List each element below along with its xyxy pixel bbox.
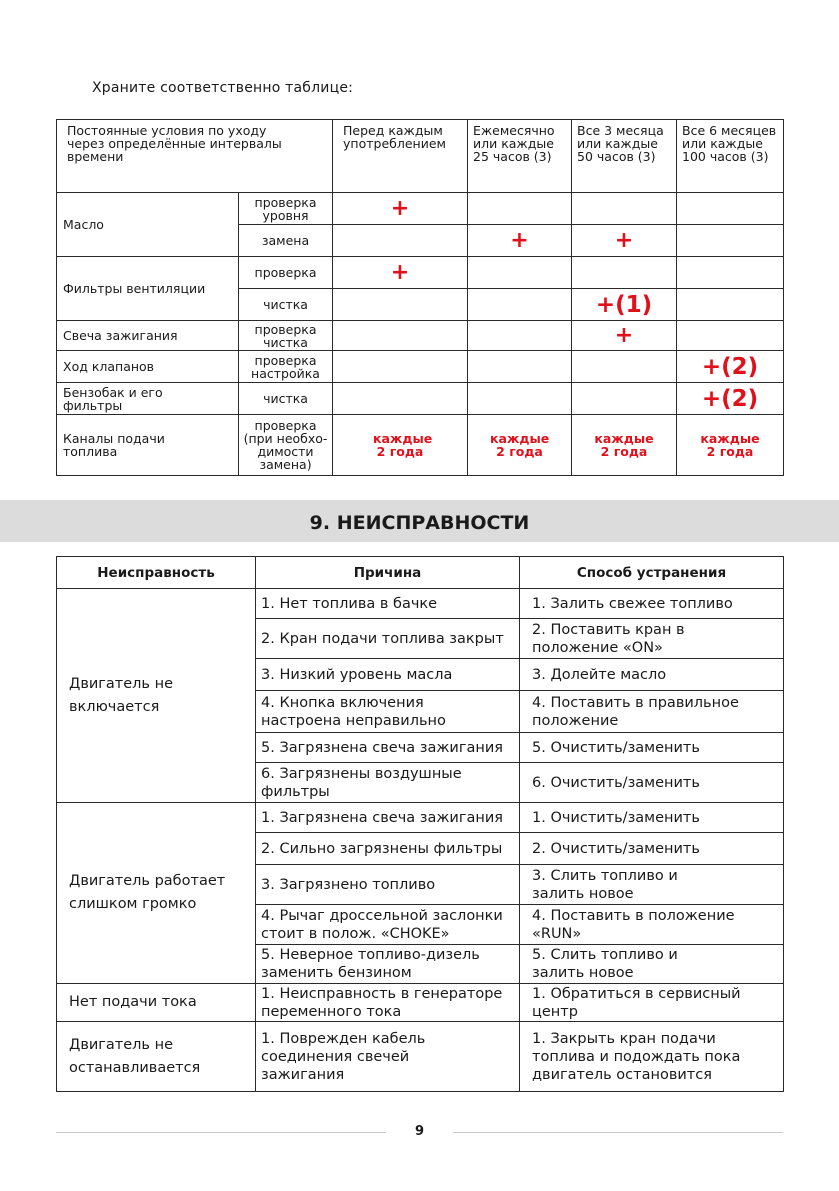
- col-3-months: Все 3 месяца или каждые 50 часов (3): [572, 120, 677, 193]
- fuel-action: проверка (при необхо-димости замена): [239, 415, 333, 476]
- oil-check: проверка уровня: [239, 193, 333, 225]
- mark-plus: +: [468, 225, 572, 257]
- valves-action: проверка настройка: [239, 351, 333, 383]
- table-row: [57, 803, 784, 833]
- solution: 1. Закрыть кран подачи топлива и подождать пока двигатель остановится: [520, 1022, 784, 1092]
- problem-engine-not-stopping: Двигатель не останавливается: [57, 1022, 256, 1092]
- every-2-years: каждые 2 года: [468, 415, 572, 476]
- col-6-months: Все 6 месяцев или каждые 100 часов (3): [677, 120, 784, 193]
- solution: 2. Очистить/заменить: [520, 833, 784, 865]
- solution: 3. Долейте масло: [520, 659, 784, 691]
- solution: 6. Очистить/заменить: [520, 763, 784, 803]
- col-before-use: Перед каждым употреблением: [333, 120, 468, 193]
- maintenance-table: [56, 119, 784, 476]
- solution: 1. Обратиться в сервисный центр: [520, 984, 784, 1022]
- cause: 3. Загрязнено топливо: [256, 865, 520, 905]
- problem-no-current: Нет подачи тока: [57, 984, 256, 1022]
- cause: 4. Кнопка включения настроена неправильно: [256, 691, 520, 733]
- header-solution: Способ устранения: [520, 557, 784, 589]
- cause: 4. Рычаг дроссельной заслонки стоит в полож. «CHOKE»: [256, 905, 520, 945]
- every-2-years: каждые 2 года: [677, 415, 784, 476]
- cause: 2. Кран подачи топлива закрыт: [256, 619, 520, 659]
- cause: 3. Низкий уровень масла: [256, 659, 520, 691]
- tank-label: Бензобак и его фильтры: [57, 383, 239, 415]
- tank-row: [57, 383, 784, 415]
- filters-label: Фильтры вентиляции: [57, 257, 239, 321]
- page-number: 9: [414, 1124, 425, 1139]
- mark-plus: +: [572, 225, 677, 257]
- solution: 4. Поставить в положение «RUN»: [520, 905, 784, 945]
- troubles-header-row: [57, 557, 784, 589]
- section-title: 9. НЕИСПРАВНОСТИ: [309, 512, 530, 534]
- maintenance-header-row: [57, 120, 784, 193]
- table-row: [57, 984, 784, 1022]
- solution: 5. Слить топливо и залить новое: [520, 945, 784, 984]
- table-row: [57, 589, 784, 619]
- mark-plus: +: [333, 193, 468, 225]
- oil-check-row: [57, 193, 784, 225]
- spark-action: проверка чистка: [239, 321, 333, 351]
- oil-label: Масло: [57, 193, 239, 257]
- mark-plus-2: +(2): [677, 383, 784, 415]
- fuel-row: [57, 415, 784, 476]
- every-2-years: каждые 2 года: [333, 415, 468, 476]
- filters-clean: чистка: [239, 289, 333, 321]
- filters-check: проверка: [239, 257, 333, 289]
- cause: 1. Неисправность в генераторе переменного тока: [256, 984, 520, 1022]
- problem-engine-not-starting: Двигатель не включается: [57, 589, 256, 803]
- cause: 1. Загрязнена свеча зажигания: [256, 803, 520, 833]
- problem-engine-loud: Двигатель работает слишком громко: [57, 803, 256, 984]
- valves-row: [57, 351, 784, 383]
- solution: 4. Поставить в правильное положение: [520, 691, 784, 733]
- spark-row: [57, 321, 784, 351]
- filters-check-row: [57, 257, 784, 289]
- fuel-label: Каналы подачи топлива: [57, 415, 239, 476]
- oil-replace: замена: [239, 225, 333, 257]
- mark-plus: +: [333, 257, 468, 289]
- solution: 5. Очистить/заменить: [520, 733, 784, 763]
- mark-plus-1: +(1): [572, 289, 677, 321]
- col-monthly: Ежемесячно или каждые 25 часов (3): [468, 120, 572, 193]
- table-row: [57, 1022, 784, 1092]
- header-cause: Причина: [256, 557, 520, 589]
- solution: 1. Залить свежее топливо: [520, 589, 784, 619]
- conditions-header: Постоянные условия по уходу через определённые интервалы времени: [57, 120, 333, 193]
- solution: 1. Очистить/заменить: [520, 803, 784, 833]
- cause: 6. Загрязнены воздушные фильтры: [256, 763, 520, 803]
- mark-plus: +: [572, 321, 677, 351]
- tank-action: чистка: [239, 383, 333, 415]
- troubleshooting-table: [56, 556, 784, 1092]
- valves-label: Ход клапанов: [57, 351, 239, 383]
- mark-plus-2: +(2): [677, 351, 784, 383]
- cause: 1. Нет топлива в бачке: [256, 589, 520, 619]
- cause: 5. Загрязнена свеча зажигания: [256, 733, 520, 763]
- header-problem: Неисправность: [57, 557, 256, 589]
- solution: 3. Слить топливо и залить новое: [520, 865, 784, 905]
- solution: 2. Поставить кран в положение «ON»: [520, 619, 784, 659]
- cause: 1. Поврежден кабель соединения свечей зажигания: [256, 1022, 520, 1092]
- intro-text: Храните соответственно таблице:: [92, 80, 354, 96]
- spark-label: Свеча зажигания: [57, 321, 239, 351]
- every-2-years: каждые 2 года: [572, 415, 677, 476]
- cause: 2. Сильно загрязнены фильтры: [256, 833, 520, 865]
- cause: 5. Неверное топливо-дизель заменить бензином: [256, 945, 520, 984]
